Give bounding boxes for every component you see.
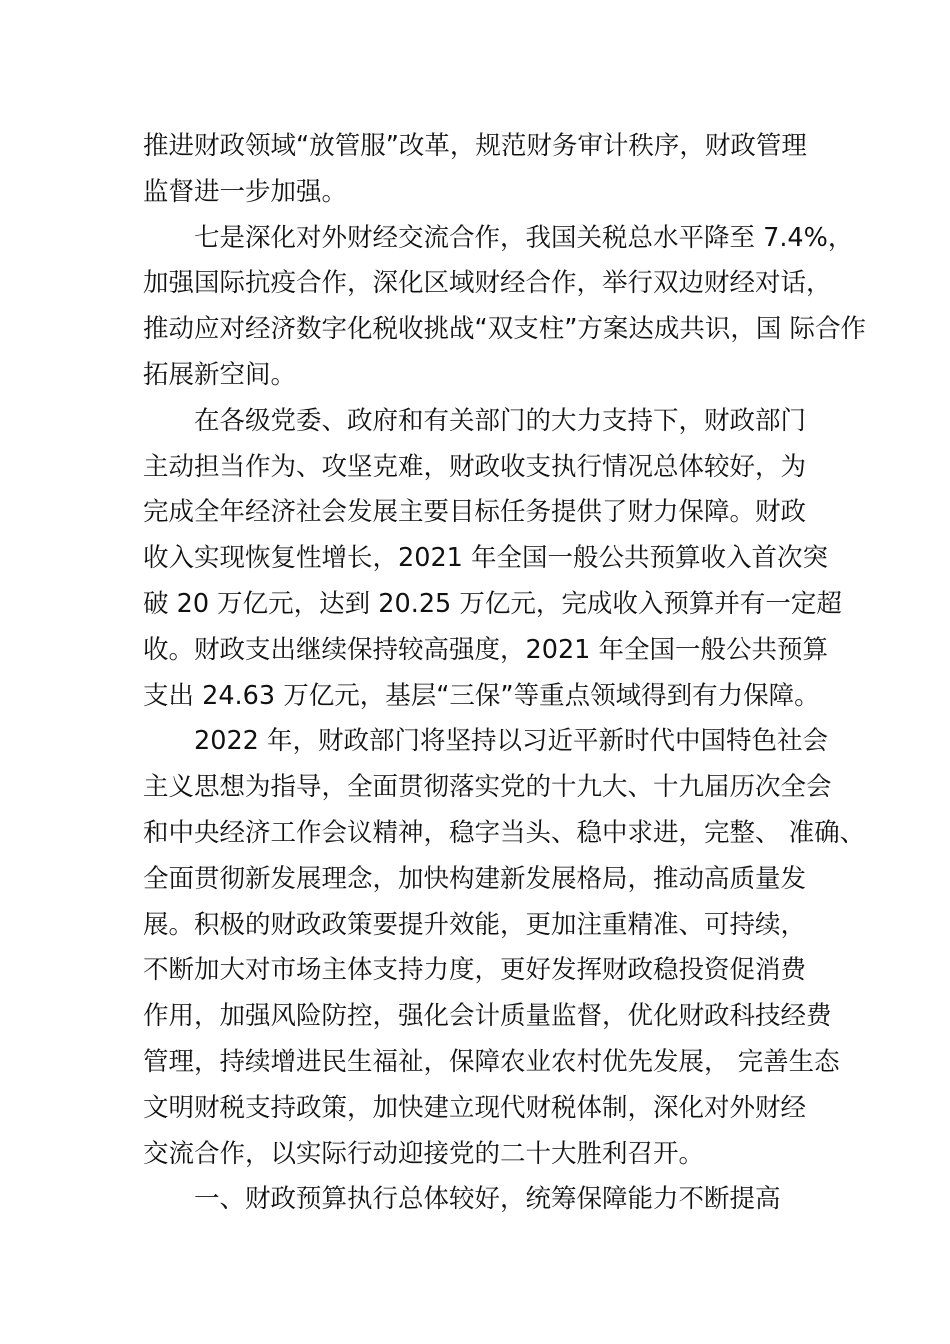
text-line: 推动应对经济数字化税收挑战“双支柱”方案达成共识，国 际合作	[143, 314, 867, 345]
text-line: 完成全年经济社会发展主要目标任务提供了财力保障。财政	[143, 497, 807, 528]
text-line: 收入实现恢复性增长，2021 年全国一般公共预算收入首次突	[143, 543, 829, 574]
text-line: 文明财税支持政策，加快建立现代财税体制，深化对外财经	[143, 1092, 807, 1123]
text-line: 收。财政支出继续保持较高强度，2021 年全国一般公共预算	[143, 634, 829, 665]
text-line: 推进财政领域“放管服”改革，规范财务审计秩序，财政管理	[143, 131, 807, 161]
text-line: 全面贯彻新发展理念，加快构建新发展格局，推动高质量发	[143, 863, 807, 894]
text-line: 拓展新空间。	[143, 359, 297, 390]
text-line: 支出 24.63 万亿元，基层“三保”等重点领域得到有力保障。	[143, 680, 820, 711]
text-line: 加强国际抗疫合作，深化区域财经合作，举行双边财经对话，	[143, 268, 832, 299]
paragraph-start-line: 七是深化对外财经交流合作，我国关税总水平降至 7.4%，	[194, 222, 854, 253]
text-line: 监督进一步加强。	[143, 176, 348, 207]
paragraph-start-line: 在各级党委、政府和有关部门的大力支持下，财政部门	[194, 405, 807, 436]
text-line: 展。积极的财政政策要提升效能，更加注重精准、可持续，	[143, 909, 807, 940]
text-line: 破 20 万亿元，达到 20.25 万亿元，完成收入预算并有一定超	[143, 588, 842, 619]
text-line: 不断加大对市场主体支持力度，更好发挥财政稳投资促消费	[143, 955, 807, 986]
text-line: 和中央经济工作会议精神，稳字当头、稳中求进，完整、 准确、	[143, 817, 866, 848]
text-line: 交流合作，以实际行动迎接党的二十大胜利召开。	[143, 1138, 705, 1169]
text-line: 主义思想为指导，全面贯彻落实党的十九大、十九届历次全会	[143, 772, 832, 803]
paragraph-start-line: 2022 年，财政部门将坚持以习近平新时代中国特色社会	[194, 726, 829, 757]
document-body	[143, 124, 867, 1223]
text-line: 管理，持续增进民生福祉，保障农业农村优先发展， 完善生态	[143, 1046, 840, 1077]
text-line: 作用，加强风险防控，强化会计质量监督，优化财政科技经费	[143, 1001, 832, 1032]
section-heading: 一、财政预算执行总体较好，统筹保障能力不断提高	[194, 1184, 781, 1215]
text-line: 主动担当作为、攻坚克难，财政收支执行情况总体较好，为	[143, 451, 807, 482]
